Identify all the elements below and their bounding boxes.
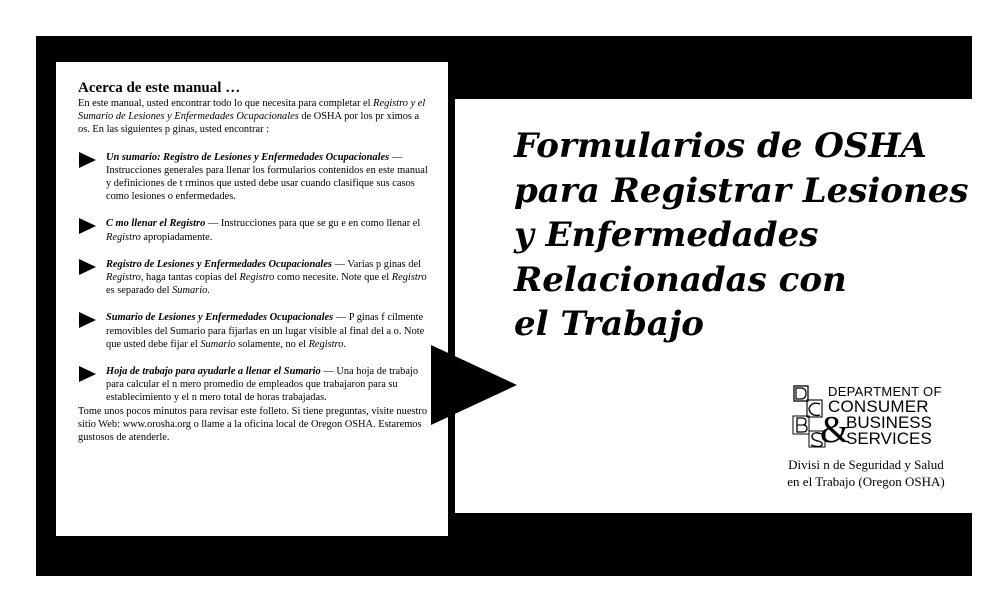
dcbs-logo	[790, 384, 950, 450]
division-line: Divisi n de Seguridad y Salud	[788, 457, 944, 472]
intro-y-el: y el	[408, 98, 426, 109]
item-text: .	[207, 285, 210, 297]
arrow-bullet-icon	[79, 152, 96, 168]
item-lead: Un sumario: Registro de Lesiones y Enfermedades Ocupacionales	[106, 151, 390, 163]
item-lead: Sumario de Lesiones y Enfermedades Ocupacionales	[106, 312, 334, 324]
about-intro	[78, 97, 428, 137]
item-text: solamente, no el	[235, 338, 309, 350]
item-lead: Hoja de trabajo para ayudarle a llenar el Sumario	[106, 366, 321, 378]
item-text-italic: Registro	[106, 272, 141, 284]
item-dash: —	[205, 218, 221, 230]
list-item-sumario-guide	[78, 151, 428, 204]
list-item-how-to-fill	[78, 217, 428, 243]
title-line: Formularios de OSHA	[514, 126, 927, 166]
list-item-sumario	[78, 311, 428, 351]
large-arrow-pointer-icon	[431, 345, 517, 425]
title-line: Relacionadas con	[514, 259, 847, 300]
list-item-worksheet	[78, 365, 428, 405]
arrow-bullet-icon	[79, 259, 96, 275]
about-manual-panel	[56, 62, 448, 536]
item-text: Instrucciones generales para llenar los formularios contenidos en este manual y definiciones de t rminos que usted debe usar cuando clasifique sus casos como lesiones o enfermedades.	[106, 164, 428, 203]
logo-line-consumer: CONSUMER	[828, 397, 929, 416]
intro-de-osha: de OSHA	[298, 111, 342, 123]
logo-line-department: DEPARTMENT OF	[828, 384, 942, 399]
arrow-bullet-icon	[79, 366, 96, 382]
item-text: .	[343, 338, 347, 350]
intro-text-1: En este manual, usted encontrar todo lo que necesita para completar el	[78, 98, 371, 109]
logo-line-services: SERVICES	[846, 429, 932, 448]
item-text: apropiadamente.	[140, 231, 213, 243]
logo-amp-row	[820, 409, 942, 451]
division-line: en el Trabajo (Oregon OSHA)	[787, 474, 945, 489]
item-text: es separado del	[106, 285, 173, 297]
item-text: Una hoja de trabajo para calcular el n mero promedio de empleados que trabajaron para su establecimiento y el n mero total de horas trabajadas.	[106, 366, 419, 404]
arrow-bullet-icon	[79, 312, 96, 328]
item-text: Varias p ginas del	[347, 258, 421, 270]
title-line: para Registrar Lesiones	[514, 170, 969, 211]
item-text-italic: Registro	[106, 231, 141, 243]
intro-registro: Registro	[373, 98, 408, 109]
about-heading: Acerca de este manual …	[78, 80, 241, 96]
intro-text-2: por los pr ximos a os. En las siguientes p ginas, usted encontrar :	[78, 111, 420, 136]
intro-sumario: Sumario de Lesiones y Enfermedades Ocupacionales	[78, 111, 299, 123]
item-text-italic: Registro	[239, 272, 275, 284]
logo-ampersand: &	[820, 409, 850, 451]
item-dash: —	[320, 366, 337, 378]
list-item-registro	[78, 258, 428, 298]
page-title	[514, 124, 969, 347]
division-name	[760, 456, 972, 490]
title-line: y Enfermedades	[514, 215, 819, 255]
item-text-italic: Sumario	[200, 338, 236, 350]
title-line: el Trabajo	[514, 304, 704, 344]
item-dash: —	[331, 258, 348, 270]
arrow-bullet-icon	[79, 218, 96, 234]
closing-paragraph: Tome unos pocos minutos para revisar este folleto. Si tiene preguntas, visite nuestro sitio Web: www.orosha.org o llame a la oficina local de Oregon OSHA. Estaremos gustosos de atenderle.	[78, 405, 428, 444]
item-text: P ginas f cilmente removibles del Sumario para fijarlas en un lugar visible al final del a o. Note que usted debe fijar el	[106, 312, 425, 350]
item-text-italic: Registro	[308, 338, 344, 350]
item-dash: —	[333, 312, 349, 324]
item-lead: C mo llenar el Registro	[106, 218, 206, 230]
item-text: Instrucciones para que se gu e en como llenar el	[220, 218, 421, 230]
item-lead: Registro de Lesiones y Enfermedades Ocupacionales	[106, 258, 332, 270]
dcbs-wordmark	[820, 384, 942, 451]
item-text-italic: Registro	[391, 272, 427, 284]
item-text-italic: Sumario	[172, 285, 208, 297]
item-dash: —	[389, 151, 403, 163]
item-text: como necesite. Note que el	[274, 272, 392, 284]
item-text: , haga tantas copias del	[140, 272, 240, 284]
logo-line-business: BUSINESS	[846, 413, 932, 432]
